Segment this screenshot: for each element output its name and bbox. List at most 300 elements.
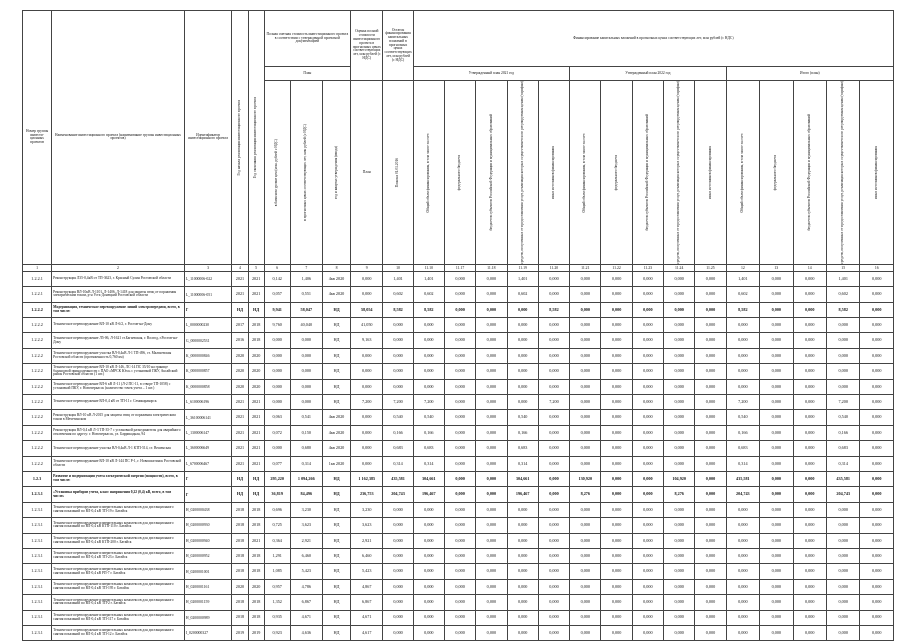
row-financing-value: 1,401	[726, 271, 759, 286]
row-id: L_11000006-051	[184, 287, 231, 302]
row-year-start: 2018	[232, 564, 248, 579]
row-estimate: 3,230	[351, 502, 383, 517]
row-financing-value: 0,000	[664, 579, 695, 594]
row-financing-value: 0,000	[664, 318, 695, 333]
row-estimate: 3,623	[351, 518, 383, 533]
row-year-end: 2018	[248, 333, 264, 348]
row-number: 1.2.2.2	[23, 302, 52, 317]
row-financing-value: 0,000	[760, 333, 793, 348]
row-financing-value: 0,000	[632, 518, 663, 533]
row-financing-value: 0,000	[538, 456, 569, 471]
row-financing-value: 0,000	[726, 595, 759, 610]
row-financing-value: 0,000	[793, 333, 826, 348]
row-financing-value: 0,000	[760, 471, 793, 486]
row-estimate: 0,000	[351, 441, 383, 456]
row-financing-value: 0,000	[793, 502, 826, 517]
column-number: 11.20	[538, 264, 569, 271]
header-2021-other: иных источников финансирования	[538, 81, 569, 265]
row-name: Техническое перевооружение измерительных комплексов для дистанционного снятия показаний по ВЛ-0,4 кВ ТП-19 г. Батайск	[52, 502, 185, 517]
row-financing-value: 0,000	[793, 533, 826, 548]
row-financing-value: 0,000	[726, 564, 759, 579]
row-financing-value: 0,000	[695, 564, 726, 579]
row-financing-value: 0,000	[538, 379, 569, 394]
row-financing-value: 0,000	[760, 364, 793, 379]
row-approval-date: НД	[322, 518, 350, 533]
row-financing-value: 0,000	[476, 302, 507, 317]
row-approval-date: 4кв 2020	[322, 271, 350, 286]
row-financing-value: 0,000	[601, 348, 632, 363]
row-year-end: НД	[248, 302, 264, 317]
row-financing-value: 0,000	[601, 410, 632, 425]
row-financing-value: 0,000	[538, 471, 569, 486]
row-forecast-cost: 58,047	[290, 302, 322, 317]
row-financing-value: 0,000	[538, 364, 569, 379]
row-id: K_0000000858	[184, 379, 231, 394]
header-2022-federal: федерального бюджета	[601, 81, 632, 265]
row-base-cost: 9,941	[264, 302, 290, 317]
row-financing-value: 0,000	[860, 518, 894, 533]
column-number: 11.18	[476, 264, 507, 271]
row-financing-value: 0,000	[632, 610, 663, 625]
row-financing-value: 0,000	[726, 502, 759, 517]
row-base-cost: 0,057	[264, 287, 290, 302]
column-number: 12	[726, 264, 759, 271]
row-id: L_6100006196	[184, 395, 231, 410]
row-financing-value: 0,000	[570, 518, 601, 533]
row-estimate: 5,423	[351, 564, 383, 579]
row-financing-value: 0,000	[695, 441, 726, 456]
row-financing-value: 0,000	[570, 364, 601, 379]
row-financing-value: 0,000	[601, 625, 632, 640]
row-financing-value: 304,661	[507, 471, 538, 486]
row-financing-value: 0,000	[476, 610, 507, 625]
row-year-end: НД	[248, 471, 264, 486]
row-financing-value: 0,000	[601, 502, 632, 517]
table-group-row	[23, 302, 894, 317]
row-year-start: 2017	[232, 318, 248, 333]
row-approval-date: НД	[322, 379, 350, 394]
row-financing-value: 7,200	[726, 395, 759, 410]
row-financing-value: 0,000	[664, 548, 695, 563]
row-number: 1.2.3	[23, 471, 52, 486]
row-financing-value: 0,000	[860, 548, 894, 563]
row-financing-value: 0,000	[632, 425, 663, 440]
row-remaining: 0,683	[383, 441, 413, 456]
row-estimate: 0,000	[351, 287, 383, 302]
row-financing-value: 0,000	[726, 533, 759, 548]
row-financing-value: 0,000	[632, 364, 663, 379]
row-forecast-cost: 0,000	[290, 333, 322, 348]
row-base-cost: 36,819	[264, 487, 290, 502]
row-financing-value: 0,000	[476, 471, 507, 486]
row-id: I_0200000327	[184, 625, 231, 640]
row-name: Техническое перевооружение измерительных комплексов для дистанционного снятия показаний по ВЛ-0,4 кВ ТП-117 г. Батайск	[52, 610, 185, 625]
row-financing-value: 0,000	[760, 456, 793, 471]
row-financing-value: 0,000	[664, 287, 695, 302]
row-financing-value: 0,000	[860, 456, 894, 471]
row-financing-value: 0,683	[826, 441, 859, 456]
row-financing-value: 0,000	[793, 456, 826, 471]
row-financing-value: 0,000	[444, 302, 475, 317]
row-estimate: 0,000	[351, 271, 383, 286]
row-forecast-cost: 0,000	[290, 348, 322, 363]
row-financing-value: 0,000	[793, 287, 826, 302]
row-year-start: 2021	[232, 410, 248, 425]
row-financing-value: 0,000	[538, 533, 569, 548]
row-year-end: 2021	[248, 456, 264, 471]
row-year-start: НД	[232, 471, 248, 486]
row-year-end: 2020	[248, 379, 264, 394]
row-estimate: 2,921	[351, 533, 383, 548]
row-financing-value: 0,000	[538, 425, 569, 440]
row-financing-value: 0,000	[476, 518, 507, 533]
row-id: H_0200000930	[184, 518, 231, 533]
row-financing-value: 0,000	[760, 518, 793, 533]
row-financing-value: 0,540	[826, 410, 859, 425]
row-financing-value: 0,000	[476, 533, 507, 548]
row-financing-value: 0,000	[444, 271, 475, 286]
row-estimate: 0,000	[351, 410, 383, 425]
row-financing-value: 0,000	[570, 425, 601, 440]
row-year-end: 2021	[248, 533, 264, 548]
header-total-federal: федерального бюджета	[760, 81, 793, 265]
row-id: L_6700006467	[184, 456, 231, 471]
header-remaining-financing: Остаток финансирования капитальных вложений в прогнозных ценах соответствующих лет, млн рублей (с НДС)	[383, 11, 413, 81]
row-forecast-cost: 4,636	[290, 625, 322, 640]
row-financing-value: 0,000	[507, 533, 538, 548]
row-financing-value: 0,000	[760, 348, 793, 363]
row-financing-value: 0,000	[760, 318, 793, 333]
row-financing-value: 0,000	[570, 287, 601, 302]
row-financing-value: 0,000	[826, 364, 859, 379]
row-estimate: 0,000	[351, 379, 383, 394]
row-forecast-cost: 4,786	[290, 579, 322, 594]
row-forecast-cost: 0,000	[290, 364, 322, 379]
row-financing-value: 0,000	[570, 564, 601, 579]
row-financing-value: 0,000	[476, 456, 507, 471]
row-financing-value: 0,000	[860, 333, 894, 348]
row-remaining: 0,000	[383, 579, 413, 594]
row-name: Реконструкция ВЛ-10 кВ Л-2015 для защиты птиц от поражения электрическим током в Мечетинском	[52, 410, 185, 425]
table-row	[23, 271, 894, 286]
table-row	[23, 410, 894, 425]
row-estimate: 4,867	[351, 579, 383, 594]
row-base-cost: 0,000	[264, 364, 290, 379]
header-group-number: Номер группы инвести-ционных проектов	[23, 11, 52, 265]
row-financing-value: 0,000	[860, 441, 894, 456]
row-base-cost: 1,352	[264, 595, 290, 610]
row-year-end: 2021	[248, 410, 264, 425]
row-financing-value: 0,000	[793, 441, 826, 456]
row-financing-value: 0,000	[695, 302, 726, 317]
row-forecast-cost: 40,040	[290, 318, 322, 333]
row-financing-value: 0,000	[476, 595, 507, 610]
row-financing-value: 0,000	[632, 348, 663, 363]
row-forecast-cost: 0,000	[290, 395, 322, 410]
row-financing-value: 0,000	[601, 579, 632, 594]
row-financing-value: 130,920	[570, 471, 601, 486]
row-financing-value: 0,000	[760, 302, 793, 317]
row-financing-value: 0,000	[507, 302, 538, 317]
table-row	[23, 348, 894, 363]
row-year-start: 2021	[232, 425, 248, 440]
column-number: 11.23	[632, 264, 663, 271]
row-base-cost: 0,142	[264, 271, 290, 286]
row-year-start: 2020	[232, 364, 248, 379]
row-financing-value: 0,000	[826, 518, 859, 533]
header-plan-base-prices: в базисном уровне цен (млн. рублей с НДС)	[264, 81, 290, 265]
table-row	[23, 333, 894, 348]
row-financing-value: 0,000	[826, 625, 859, 640]
row-financing-value: 0,000	[476, 425, 507, 440]
row-financing-value: 0,000	[664, 502, 695, 517]
column-number: 16	[860, 264, 894, 271]
row-financing-value: 0,000	[413, 518, 444, 533]
row-financing-value: 0,000	[601, 487, 632, 502]
row-financing-value: 0,000	[695, 425, 726, 440]
row-financing-value: 0,000	[570, 441, 601, 456]
row-id: L_1300006147	[184, 425, 231, 440]
row-base-cost: 0,725	[264, 518, 290, 533]
row-financing-value: 0,602	[826, 287, 859, 302]
row-financing-value: 0,000	[538, 625, 569, 640]
row-remaining: 0,000	[383, 564, 413, 579]
row-id: Г	[184, 471, 231, 486]
row-financing-value: 0,000	[570, 379, 601, 394]
row-id: H_0200001161	[184, 579, 231, 594]
row-financing-value: 0,000	[664, 364, 695, 379]
row-year-start: 2021	[232, 456, 248, 471]
row-financing-value: 0,000	[632, 271, 663, 286]
row-financing-value: 0,000	[760, 410, 793, 425]
row-financing-value: 0,000	[793, 379, 826, 394]
row-number: 1.2.3.1	[23, 548, 52, 563]
row-name: Техническое перевооружение измерительных комплексов для дистанционного снятия показаний по ВЛ-0,4 кВ ТП-23 г. Батайск	[52, 548, 185, 563]
row-financing-value: 0,602	[726, 287, 759, 302]
row-name: Реконструкция ВЛ-10кВ Л-1101, Л-1406, Л-1418 для защиты птиц от поражения электрическим током, р-н Усть-Донецкий Ростовской области	[52, 287, 185, 302]
row-financing-value: 1,401	[507, 271, 538, 286]
row-financing-value: 0,000	[826, 564, 859, 579]
row-financing-value: 0,000	[476, 271, 507, 286]
row-year-start: 2021	[232, 441, 248, 456]
row-year-end: 2021	[248, 425, 264, 440]
row-financing-value: 0,000	[860, 318, 894, 333]
row-financing-value: 0,000	[570, 533, 601, 548]
row-forecast-cost: 6,460	[290, 548, 322, 563]
row-financing-value: 0,000	[726, 364, 759, 379]
row-financing-value: 0,000	[760, 548, 793, 563]
column-number: 2	[52, 264, 185, 271]
header-full-cost: Полная сметная стоимость инвестиционного проекта в соответствии с утвержденной проектной документацией	[264, 11, 350, 67]
table-row	[23, 518, 894, 533]
row-financing-value: 0,000	[695, 502, 726, 517]
header-total-total: Общий объем финансирования, в том числе за счет:	[726, 81, 759, 265]
row-financing-value: 0,000	[444, 287, 475, 302]
row-financing-value: 0,000	[507, 333, 538, 348]
row-financing-value: 0,000	[601, 318, 632, 333]
row-year-start: 2016	[232, 333, 248, 348]
row-financing-value: 0,000	[507, 379, 538, 394]
row-forecast-cost: 2,921	[290, 533, 322, 548]
row-financing-value: 0,000	[476, 625, 507, 640]
row-id: H_0200000940	[184, 533, 231, 548]
row-financing-value: 0,000	[570, 502, 601, 517]
row-base-cost: 0,364	[264, 533, 290, 548]
row-base-cost: 0,000	[264, 441, 290, 456]
row-estimate: 236,753	[351, 487, 383, 502]
header-2022-regional: бюджетов субъектов Российской Федерации и муниципальных образований	[632, 81, 663, 265]
row-financing-value: 0,000	[726, 548, 759, 563]
row-financing-value: 0,000	[538, 579, 569, 594]
row-base-cost: 0,000	[264, 333, 290, 348]
row-financing-value: 0,000	[476, 441, 507, 456]
row-financing-value: 0,000	[476, 579, 507, 594]
row-financing-value: 0,000	[760, 441, 793, 456]
row-year-end: 2018	[248, 318, 264, 333]
row-financing-value: 0,000	[413, 348, 444, 363]
row-financing-value: 0,000	[632, 595, 663, 610]
row-financing-value: 8,582	[826, 302, 859, 317]
row-year-end: 2020	[248, 364, 264, 379]
row-financing-value: 0,000	[793, 471, 826, 486]
table-group-row	[23, 487, 894, 502]
column-number: 11.25	[695, 264, 726, 271]
row-base-cost: 295,220	[264, 471, 290, 486]
header-2021-regional: бюджетов субъектов Российской Федерации и муниципальных образований	[476, 81, 507, 265]
header-project-name: Наименование инвестиционного проекта (наименование группы инвестиционных проектов)	[52, 11, 185, 265]
row-financing-value: 1,401	[826, 271, 859, 286]
row-financing-value: 0,000	[726, 625, 759, 640]
row-approval-date: НД	[322, 333, 350, 348]
row-financing-value: 0,000	[413, 564, 444, 579]
row-year-start: НД	[232, 487, 248, 502]
header-estimate-plan: План	[351, 81, 383, 265]
row-financing-value: 8,276	[664, 487, 695, 502]
row-financing-value: 0,000	[860, 487, 894, 502]
row-financing-value: 0,314	[413, 456, 444, 471]
row-financing-value: 0,000	[695, 471, 726, 486]
row-approval-date: НД	[322, 302, 350, 317]
row-forecast-cost: 0,150	[290, 425, 322, 440]
row-name: «Установка приборов учета, класс напряжения 0,22 (0,4) кВ, всего, в том числе»	[52, 487, 185, 502]
row-estimate: 6,460	[351, 548, 383, 563]
row-approval-date: НД	[322, 564, 350, 579]
row-financing-value: 0,000	[793, 625, 826, 640]
row-financing-value: 0,000	[476, 287, 507, 302]
row-financing-value: 0,000	[632, 395, 663, 410]
row-financing-value: 0,000	[695, 271, 726, 286]
row-financing-value: 0,000	[507, 502, 538, 517]
row-financing-value: 0,000	[793, 564, 826, 579]
row-year-start: 2020	[232, 579, 248, 594]
row-financing-value: 0,540	[726, 410, 759, 425]
row-financing-value: 0,000	[413, 364, 444, 379]
row-forecast-cost: 0,551	[290, 287, 322, 302]
header-year-end: Год окончания реализации инвестиционного проекта	[248, 11, 264, 265]
header-total-other: иных источников финансирования	[860, 81, 894, 265]
row-financing-value: 0,000	[444, 518, 475, 533]
row-name: Техническое перевооружение Л5-06, Л-1621 ст.Багаевская, г. Волгод, г.Ростов-на-Дону	[52, 333, 185, 348]
row-financing-value: 0,000	[664, 610, 695, 625]
table-group-row	[23, 471, 894, 486]
row-financing-value: 0,000	[444, 564, 475, 579]
row-year-end: 2018	[248, 564, 264, 579]
row-financing-value: 0,000	[632, 548, 663, 563]
row-financing-value: 0,000	[444, 471, 475, 486]
row-base-cost: 0,000	[264, 348, 290, 363]
row-financing-value: 0,000	[538, 564, 569, 579]
row-financing-value: 0,000	[601, 395, 632, 410]
row-financing-value: 0,000	[538, 333, 569, 348]
row-financing-value: 0,000	[601, 548, 632, 563]
row-forecast-cost: 1,406	[290, 271, 322, 286]
table-row	[23, 595, 894, 610]
header-plan-total: Итого (план)	[726, 67, 893, 81]
row-forecast-cost: 5,423	[290, 564, 322, 579]
row-financing-value: 0,000	[664, 302, 695, 317]
row-estimate: 6,867	[351, 595, 383, 610]
column-number: 4	[232, 264, 248, 271]
table-body	[23, 271, 894, 640]
row-financing-value: 0,000	[538, 610, 569, 625]
row-id: H_0200000989	[184, 610, 231, 625]
row-financing-value: 0,000	[664, 595, 695, 610]
row-financing-value: 0,000	[793, 364, 826, 379]
column-number: 11.21	[570, 264, 601, 271]
row-financing-value: 0,000	[726, 379, 759, 394]
row-approval-date: 1кв 2020	[322, 456, 350, 471]
row-financing-value: 0,000	[632, 502, 663, 517]
row-estimate: 0,000	[351, 456, 383, 471]
row-financing-value: 0,000	[507, 395, 538, 410]
row-financing-value: 0,000	[601, 610, 632, 625]
row-financing-value: 0,000	[860, 379, 894, 394]
row-remaining: 0,602	[383, 287, 413, 302]
row-financing-value: 0,602	[507, 287, 538, 302]
header-full-cost-plan: План	[264, 67, 350, 81]
column-number: 11.10	[413, 264, 444, 271]
row-financing-value: 0,000	[664, 625, 695, 640]
row-forecast-cost: 0,680	[290, 441, 322, 456]
row-remaining: 0,000	[383, 625, 413, 640]
row-number: 1.2.2.2	[23, 333, 52, 348]
row-id: L_36100006141	[184, 410, 231, 425]
header-total-regional: бюджетов субъектов Российской Федерации и муниципальных образований	[793, 81, 826, 265]
row-approval-date: НД	[322, 364, 350, 379]
row-financing-value: 0,000	[664, 379, 695, 394]
row-id: H_0200001159	[184, 595, 231, 610]
row-financing-value: 0,000	[507, 364, 538, 379]
row-financing-value: 0,000	[695, 287, 726, 302]
row-remaining: 0,000	[383, 379, 413, 394]
row-estimate: 0,000	[351, 364, 383, 379]
row-financing-value: 0,000	[826, 548, 859, 563]
row-number: 1.2.3.1	[23, 579, 52, 594]
row-financing-value: 0,000	[413, 548, 444, 563]
row-financing-value: 0,540	[507, 410, 538, 425]
row-estimate: 4,671	[351, 610, 383, 625]
row-financing-value: 0,314	[826, 456, 859, 471]
column-number: 1	[23, 264, 52, 271]
row-remaining: 0,540	[383, 410, 413, 425]
row-number: 1.2.2.2	[23, 456, 52, 471]
row-financing-value: 0,000	[538, 595, 569, 610]
row-financing-value: 0,000	[760, 625, 793, 640]
row-financing-value: 0,000	[601, 456, 632, 471]
row-name: Развитие и модернизация учета электрической энергии (мощности), всего, в том числе:	[52, 471, 185, 486]
row-financing-value: 0,166	[507, 425, 538, 440]
row-year-start: НД	[232, 302, 248, 317]
